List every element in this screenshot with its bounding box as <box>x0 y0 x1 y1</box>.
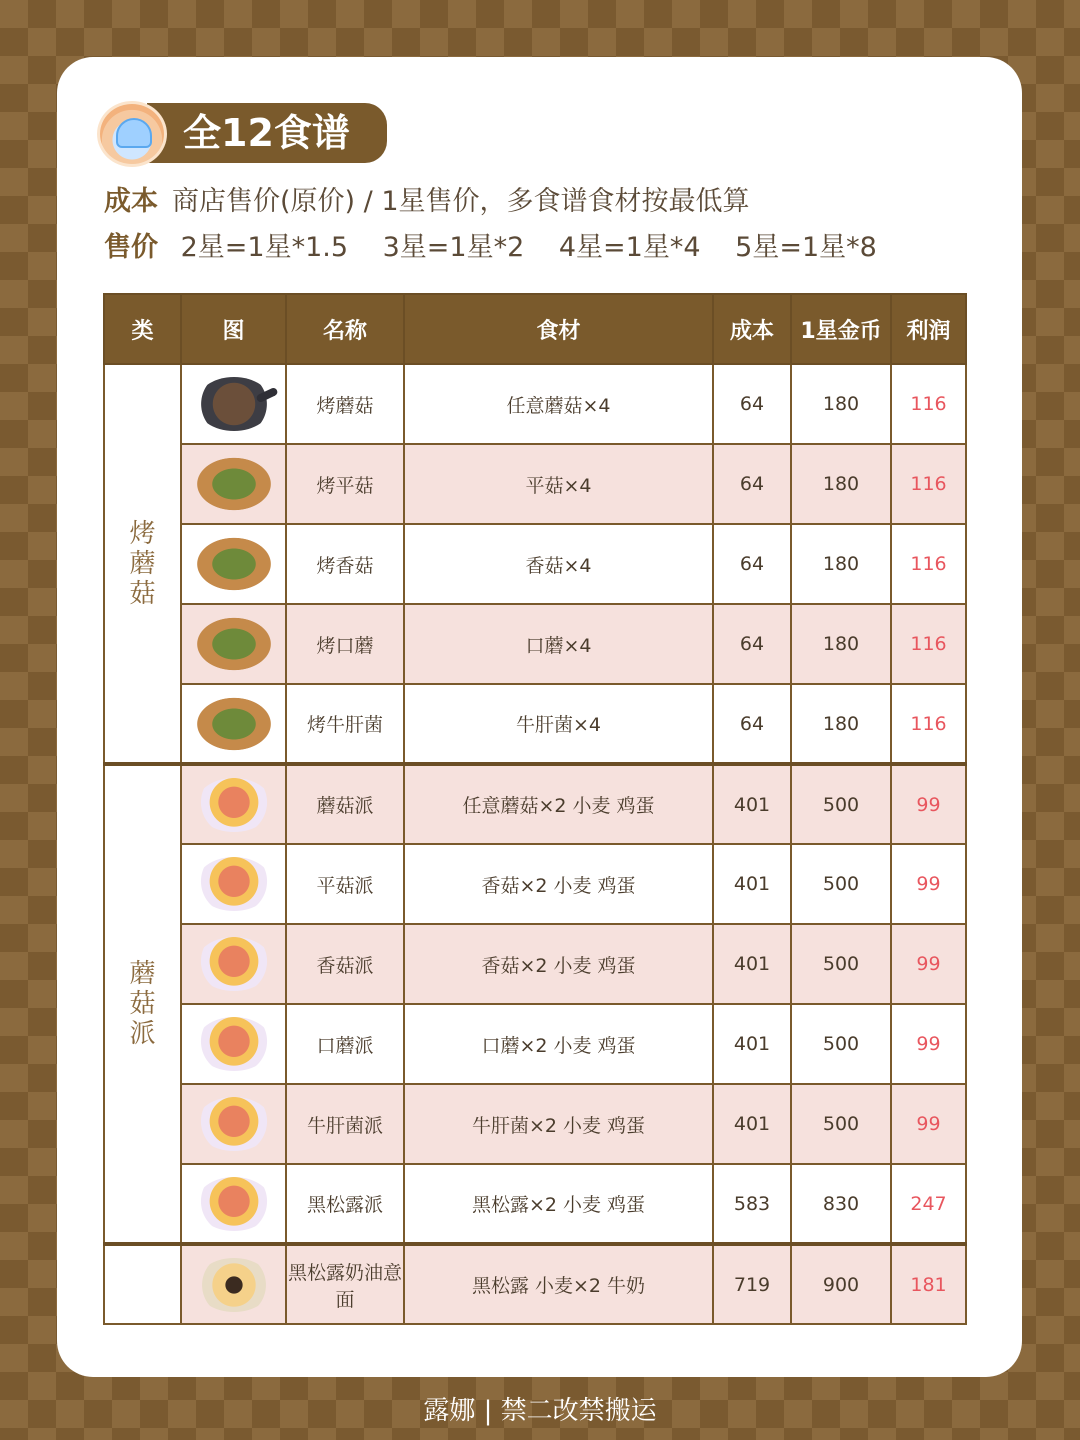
profit-cell: 99 <box>891 924 966 1004</box>
recipe-name-cell: 口蘑派 <box>286 1004 404 1084</box>
table-row <box>104 1084 966 1164</box>
image-cell <box>181 1164 286 1244</box>
image-cell <box>181 1084 286 1164</box>
cost-cell: 401 <box>713 764 791 844</box>
profit-cell: 116 <box>891 364 966 444</box>
ingredients-cell: 黑松露×2 小麦 鸡蛋 <box>404 1164 713 1244</box>
cost-cell: 64 <box>713 684 791 764</box>
cost-note <box>104 179 750 218</box>
cost-cell: 401 <box>713 844 791 924</box>
header-name: 名称 <box>286 294 404 364</box>
profit-cell: 99 <box>891 1084 966 1164</box>
recipe-name-cell: 烤蘑菇 <box>286 364 404 444</box>
profit-cell: 181 <box>891 1244 966 1324</box>
grilled-mushroom-pan-icon <box>196 377 272 431</box>
image-cell <box>181 364 286 444</box>
truffle-cream-pasta-icon <box>196 1258 272 1312</box>
image-cell <box>181 1244 286 1324</box>
price-item: 3星=1星*2 <box>382 232 525 263</box>
button-mushroom-pie-icon <box>196 1017 272 1071</box>
category-cell <box>104 1244 181 1324</box>
profit-cell: 116 <box>891 604 966 684</box>
table-row <box>104 1004 966 1084</box>
recipe-card <box>57 57 1022 1377</box>
profit-cell: 116 <box>891 684 966 764</box>
oyster-mushroom-pie-icon <box>196 857 272 911</box>
coin-price-cell: 180 <box>791 604 891 684</box>
header-coin: 1星金币 <box>791 294 891 364</box>
cost-cell: 64 <box>713 604 791 684</box>
coin-price-cell: 180 <box>791 364 891 444</box>
coin-price-cell: 500 <box>791 844 891 924</box>
coin-price-cell: 500 <box>791 1084 891 1164</box>
cost-cell: 719 <box>713 1244 791 1324</box>
grilled-oyster-mushroom-icon <box>196 457 272 511</box>
table-row <box>104 1164 966 1244</box>
table-row <box>104 844 966 924</box>
profit-cell: 247 <box>891 1164 966 1244</box>
category-cell <box>104 764 181 1244</box>
table-row <box>104 1244 966 1324</box>
ingredients-cell: 香菇×2 小麦 鸡蛋 <box>404 844 713 924</box>
header-cost: 成本 <box>713 294 791 364</box>
cost-cell: 401 <box>713 1084 791 1164</box>
cloche-dish-icon <box>97 101 167 167</box>
image-cell <box>181 524 286 604</box>
ingredients-cell: 牛肝菌×4 <box>404 684 713 764</box>
grilled-porcini-icon <box>196 697 272 751</box>
header-ingredients: 食材 <box>404 294 713 364</box>
price-item: 4星=1星*4 <box>558 232 701 263</box>
cost-key: 成本 <box>104 186 158 217</box>
image-cell <box>181 444 286 524</box>
coin-price-cell: 500 <box>791 1004 891 1084</box>
recipe-name-cell: 烤牛肝菌 <box>286 684 404 764</box>
cost-cell: 64 <box>713 444 791 524</box>
coin-price-cell: 900 <box>791 1244 891 1324</box>
grilled-shiitake-icon <box>196 537 272 591</box>
ingredients-cell: 口蘑×2 小麦 鸡蛋 <box>404 1004 713 1084</box>
footer-credit: 露娜 | 禁二改禁搬运 <box>423 1396 657 1426</box>
porcini-pie-icon <box>196 1097 272 1151</box>
shiitake-pie-icon <box>196 937 272 991</box>
table-row <box>104 764 966 844</box>
profit-cell: 116 <box>891 444 966 524</box>
ingredients-cell: 任意蘑菇×2 小麦 鸡蛋 <box>404 764 713 844</box>
cost-cell: 401 <box>713 924 791 1004</box>
cost-cell: 401 <box>713 1004 791 1084</box>
cost-cell: 583 <box>713 1164 791 1244</box>
category-cell <box>104 364 181 764</box>
table-row <box>104 364 966 444</box>
price-note <box>104 225 903 264</box>
mushroom-pie-icon <box>196 778 272 832</box>
category-label: 蘑菇派 <box>129 959 156 1049</box>
image-cell <box>181 764 286 844</box>
coin-price-cell: 180 <box>791 684 891 764</box>
recipe-name-cell: 黑松露派 <box>286 1164 404 1244</box>
coin-price-cell: 830 <box>791 1164 891 1244</box>
recipe-name-cell: 烤平菇 <box>286 444 404 524</box>
recipe-name-cell: 牛肝菌派 <box>286 1084 404 1164</box>
recipe-name-cell: 烤香菇 <box>286 524 404 604</box>
header-profit: 利润 <box>891 294 966 364</box>
header-category: 类 <box>104 294 181 364</box>
cost-cell: 64 <box>713 364 791 444</box>
recipe-name-cell: 蘑菇派 <box>286 764 404 844</box>
coin-price-cell: 180 <box>791 524 891 604</box>
cost-cell: 64 <box>713 524 791 604</box>
recipe-name-cell: 平菇派 <box>286 844 404 924</box>
grilled-button-mushroom-icon <box>196 617 272 671</box>
profit-cell: 99 <box>891 844 966 924</box>
coin-price-cell: 500 <box>791 764 891 844</box>
ingredients-cell: 牛肝菌×2 小麦 鸡蛋 <box>404 1084 713 1164</box>
page-title: 全12食谱 <box>147 103 387 163</box>
profit-cell: 99 <box>891 764 966 844</box>
profit-cell: 99 <box>891 1004 966 1084</box>
table-row <box>104 924 966 1004</box>
black-truffle-pie-icon <box>196 1177 272 1231</box>
image-cell <box>181 1004 286 1084</box>
table-row <box>104 444 966 524</box>
ingredients-cell: 口蘑×4 <box>404 604 713 684</box>
coin-price-cell: 180 <box>791 444 891 524</box>
price-item: 2星=1星*1.5 <box>180 232 349 263</box>
image-cell <box>181 924 286 1004</box>
table-header-row <box>104 294 966 364</box>
ingredients-cell: 香菇×4 <box>404 524 713 604</box>
table-row <box>104 524 966 604</box>
recipe-table <box>103 293 967 1325</box>
table-row <box>104 604 966 684</box>
recipe-name-cell: 香菇派 <box>286 924 404 1004</box>
ingredients-cell: 任意蘑菇×4 <box>404 364 713 444</box>
ingredients-cell: 香菇×2 小麦 鸡蛋 <box>404 924 713 1004</box>
image-cell <box>181 684 286 764</box>
image-cell <box>181 844 286 924</box>
coin-price-cell: 500 <box>791 924 891 1004</box>
recipe-name-cell: 烤口蘑 <box>286 604 404 684</box>
table-body <box>104 364 966 1324</box>
table-row <box>104 684 966 764</box>
recipe-name-cell: 黑松露奶油意面 <box>286 1244 404 1324</box>
price-item: 5星=1星*8 <box>735 232 877 263</box>
profit-cell: 116 <box>891 524 966 604</box>
header-image: 图 <box>181 294 286 364</box>
category-label: 烤蘑菇 <box>129 518 156 609</box>
price-key: 售价 <box>104 232 158 263</box>
ingredients-cell: 黑松露 小麦×2 牛奶 <box>404 1244 713 1324</box>
ingredients-cell: 平菇×4 <box>404 444 713 524</box>
image-cell <box>181 604 286 684</box>
cost-text: 商店售价(原价) / 1星售价，多食谱食材按最低算 <box>172 186 750 217</box>
